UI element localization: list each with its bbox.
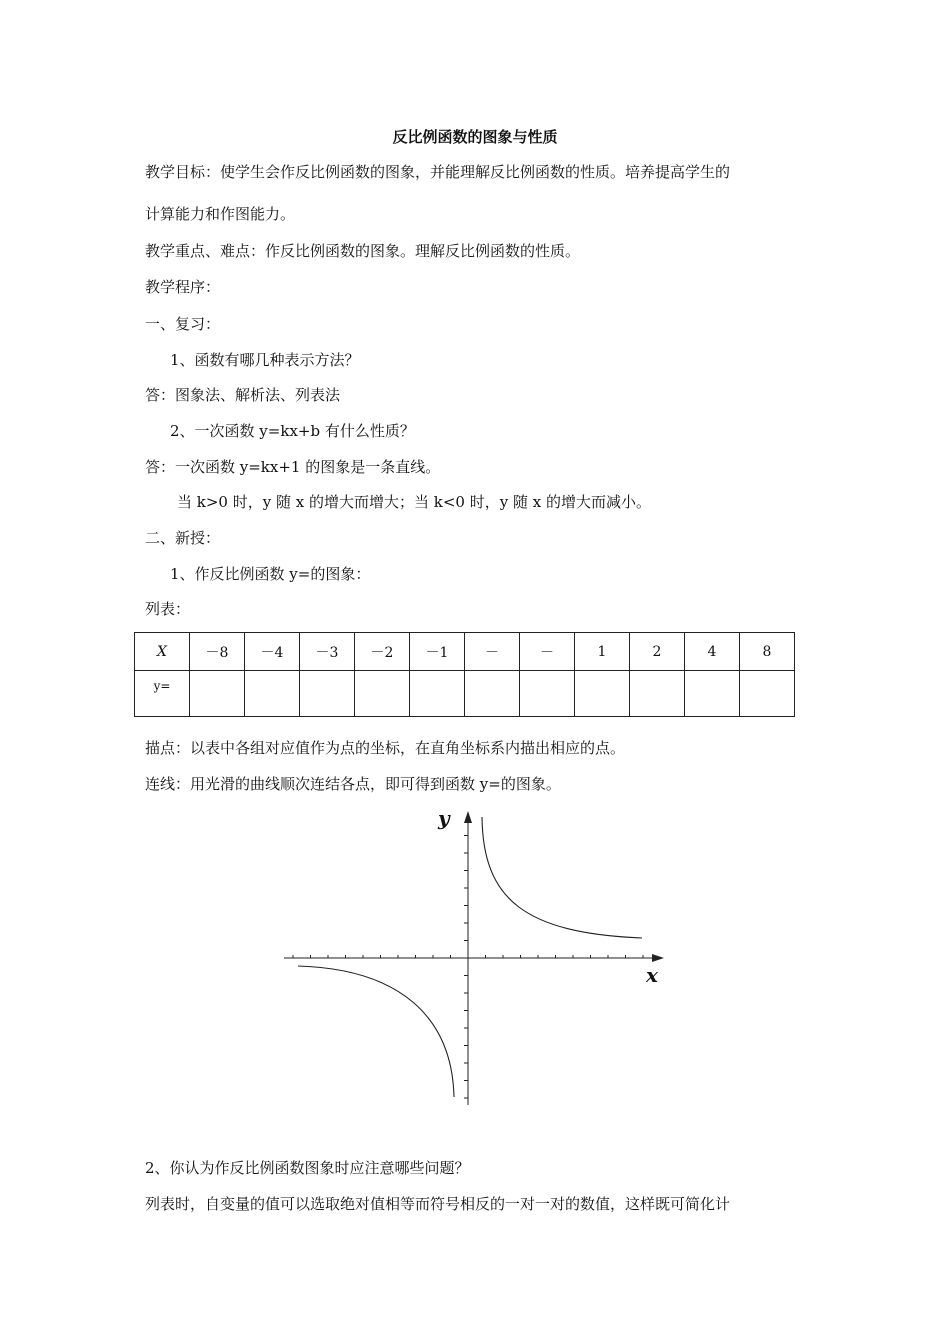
table-cell-x: 8 <box>740 633 795 671</box>
y-axis-arrow <box>464 811 472 823</box>
table-cell-x: － <box>465 633 520 671</box>
objective-line-1: 教学目标：使学生会作反比例函数的图象，并能理解反比例函数的性质。培养提高学生的 <box>145 163 731 181</box>
hyperbola-branch-first-quadrant <box>482 817 642 938</box>
question-1: 1、函数有哪几种表示方法？ <box>170 351 360 369</box>
page-title: 反比例函数的图象与性质 <box>392 128 558 146</box>
table-cell-x: －4 <box>245 633 300 671</box>
question-2: 2、一次函数 y=kx+b 有什么性质？ <box>170 422 415 440</box>
table-header-y: y= <box>135 671 190 717</box>
answer-2-continued: 当 k>0 时，y 随 x 的增大而增大；当 k<0 时，y 随 x 的增大而减小。 <box>177 493 651 511</box>
procedure-heading: 教学程序： <box>145 278 221 296</box>
table-row-y <box>135 671 795 717</box>
task-1: 1、作反比例函数 y=的图象： <box>170 565 371 583</box>
table-cell-x: －8 <box>190 633 245 671</box>
table-row-x <box>135 633 795 671</box>
connect-points-text: 连线：用光滑的曲线顺次连结各点，即可得到函数 y=的图象。 <box>145 775 561 793</box>
table-cell-y <box>630 671 685 717</box>
answer-3: 列表时，自变量的值可以选取绝对值相等而符号相反的一对一对的数值，这样既可简化计 <box>145 1195 731 1213</box>
table-cell-x: 1 <box>575 633 630 671</box>
table-cell-y <box>355 671 410 717</box>
table-cell-y <box>190 671 245 717</box>
question-3: 2、你认为作反比例函数图象时应注意哪些问题？ <box>145 1159 470 1177</box>
table-cell-x: － <box>520 633 575 671</box>
table-cell-y <box>300 671 355 717</box>
objective-line-2: 计算能力和作图能力。 <box>145 205 296 223</box>
table-cell-x: 4 <box>685 633 740 671</box>
table-cell-x: －2 <box>355 633 410 671</box>
hyperbola-branch-third-quadrant <box>298 966 454 1097</box>
table-cell-x: －1 <box>410 633 465 671</box>
new-lesson-heading: 二、新授： <box>145 529 221 547</box>
table-cell-y <box>740 671 795 717</box>
table-cell-y <box>575 671 630 717</box>
table-cell-x: －3 <box>300 633 355 671</box>
table-cell-x: 2 <box>630 633 685 671</box>
hyperbola-graph <box>280 805 680 1115</box>
table-cell-y <box>520 671 575 717</box>
table-header-x: X <box>135 633 190 671</box>
key-points: 教学重点、难点：作反比例函数的图象。理解反比例函数的性质。 <box>145 242 581 260</box>
x-axis-arrow <box>652 954 664 962</box>
x-axis-label: x <box>646 963 658 987</box>
value-table <box>134 632 795 717</box>
table-cell-y <box>685 671 740 717</box>
y-axis-label: y <box>438 806 450 830</box>
plot-points-text: 描点：以表中各组对应值作为点的坐标，在直角坐标系内描出相应的点。 <box>145 739 626 757</box>
answer-2: 答：一次函数 y=kx+1 的图象是一条直线。 <box>145 458 441 476</box>
table-cell-y <box>410 671 465 717</box>
answer-1: 答：图象法、解析法、列表法 <box>145 386 341 404</box>
table-cell-y <box>465 671 520 717</box>
list-table-label: 列表： <box>145 600 191 618</box>
table-cell-y <box>245 671 300 717</box>
review-heading: 一、复习： <box>145 315 221 333</box>
